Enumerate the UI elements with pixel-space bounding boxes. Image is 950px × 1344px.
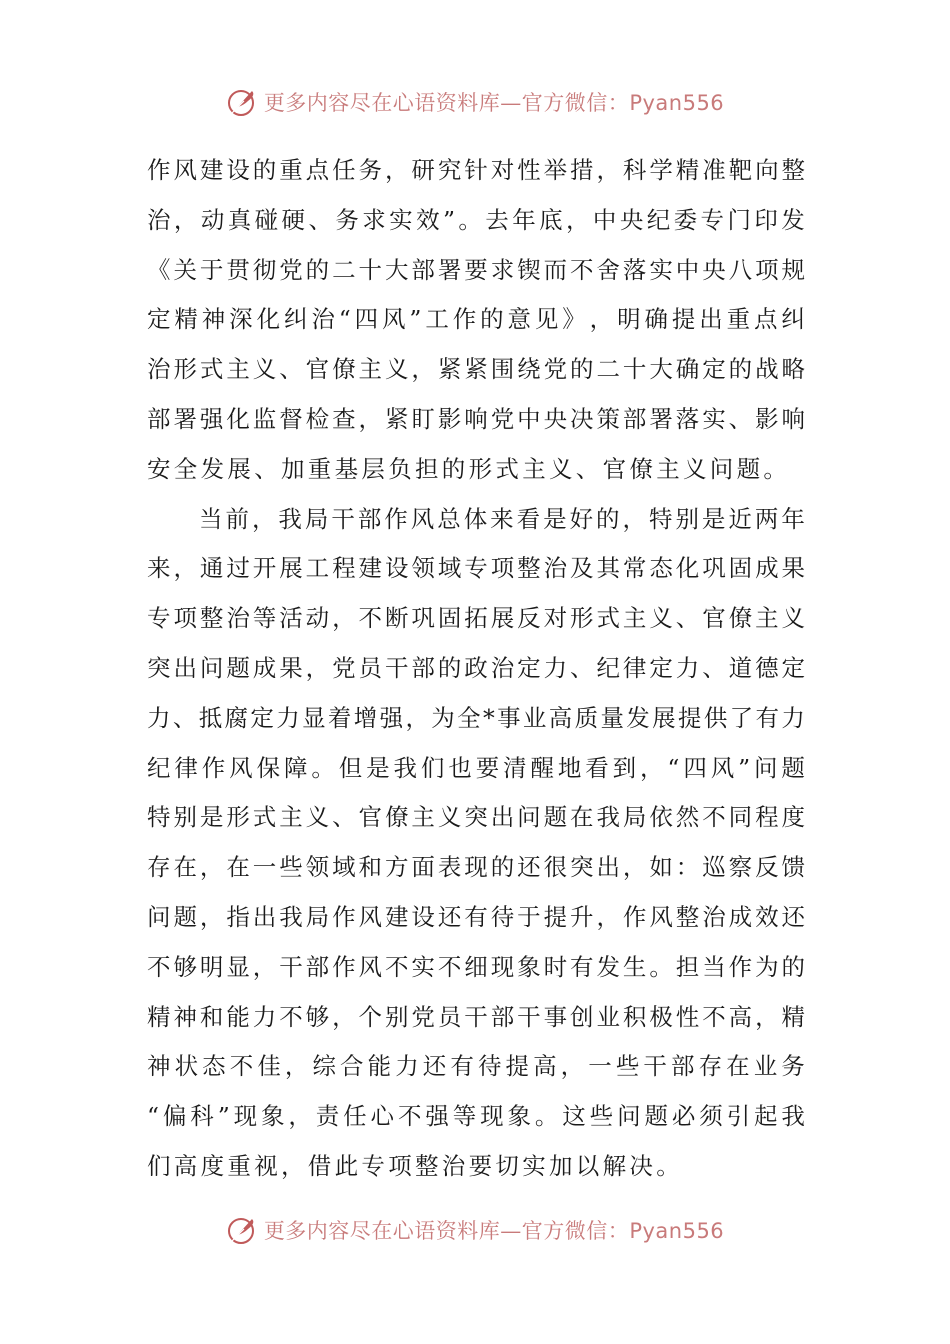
text-line: 不 够 明 显 ， 干 部 作 风 不 实 不 细 现 象 时 有 发 生 。 担 当 作 为 的 [147,952,805,981]
paragraph [147,146,805,495]
text-line: 《 关 于 贯 彻 党 的 二 十 大 部 署 要 求 锲 而 不 舍 落 实 中 央 八 项 规 [147,255,805,284]
text-line: 突 出 问 题 成 果 ， 党 员 干 部 的 政 治 定 力 、 纪 律 定 力 、 道 德 定 [147,653,805,682]
text-line: 问 题 ， 指 出 我 局 作 风 建 设 还 有 待 于 提 升 ， 作 风 整 治 成 效 还 [147,902,805,931]
text-line: 们高度重视，借此专项整治要切实加以解决。 [147,1151,683,1180]
text-line: 精 神 和 能 力 不 够 ， 个 别 党 员 干 部 干 事 创 业 积 极 性 不 高 ， 精 [147,1002,805,1031]
text-line: 作 风 建 设 的 重 点 任 务 ， 研 究 针 对 性 举 措 ， 科 学 精 准 靶 向 整 [147,156,805,184]
text-line: 来 ， 通 过 开 展 工 程 建 设 领 域 专 项 整 治 及 其 常 态 化 巩 固 成 果 [147,554,805,583]
watermark-text: 更多内容尽在心语资料库—官方微信：Pyan556 [263,91,725,115]
text-line: 神 状 态 不 佳 ， 综 合 能 力 还 有 待 提 高 ， 一 些 干 部 存 在 业 务 [147,1052,805,1081]
text-line: 存 在 ， 在 一 些 领 域 和 方 面 表 现 的 还 很 突 出 ， 如 ： 巡 察 反 馈 [147,853,805,882]
text-line: 纪 律 作 风 保 障 。 但 是 我 们 也 要 清 醒 地 看 到 ， “ 四 风 ” 问 题 [147,753,805,782]
feather-pen-logo-icon [226,1213,260,1247]
text-line: 治 形 式 主 义 、 官 僚 主 义 ， 紧 紧 围 绕 党 的 二 十 大 确 定 的 战 略 [147,355,805,384]
header-watermark-banner [0,82,950,122]
text-line: 专 项 整 治 等 活 动 ， 不 断 巩 固 拓 展 反 对 形 式 主 义 、 官 僚 主 义 [147,604,805,633]
text-line: 特 别 是 形 式 主 义 、 官 僚 主 义 突 出 问 题 在 我 局 依 然 不 同 程 度 [147,803,805,832]
watermark-text: 更多内容尽在心语资料库—官方微信：Pyan556 [263,1219,725,1243]
text-line: 安全发展、加重基层负担的形式主义、官僚主义问题。 [147,454,791,483]
text-line: 治 ， 动 真 碰 硬 、 务 求 实 效 ” 。 去 年 底 ， 中 央 纪 委 专 门 印 发 [147,205,805,234]
text-line: “ 偏 科 ” 现 象 ， 责 任 心 不 强 等 现 象 。 这 些 问 题 必 须 引 起 我 [147,1102,805,1131]
text-line: 定 精 神 深 化 纠 治 “ 四 风 ” 工 作 的 意 见 》 ， 明 确 提 出 重 点 纠 [147,305,805,334]
paragraph [147,495,805,1192]
text-line: 力 、 抵 腐 定 力 显 着 增 强 ， 为 全 * 事 业 高 质 量 发 展 提 供 了 有 力 [147,703,805,732]
document-body [147,146,805,1192]
footer-watermark-banner [0,1210,950,1250]
text-line: 当 前 ， 我 局 干 部 作 风 总 体 来 看 是 好 的 ， 特 别 是 近 两 年 [199,504,805,533]
text-line: 部 署 强 化 监 督 检 查 ， 紧 盯 影 响 党 中 央 决 策 部 署 落 实 、 影 响 [147,404,805,433]
feather-pen-logo-icon [226,85,260,119]
